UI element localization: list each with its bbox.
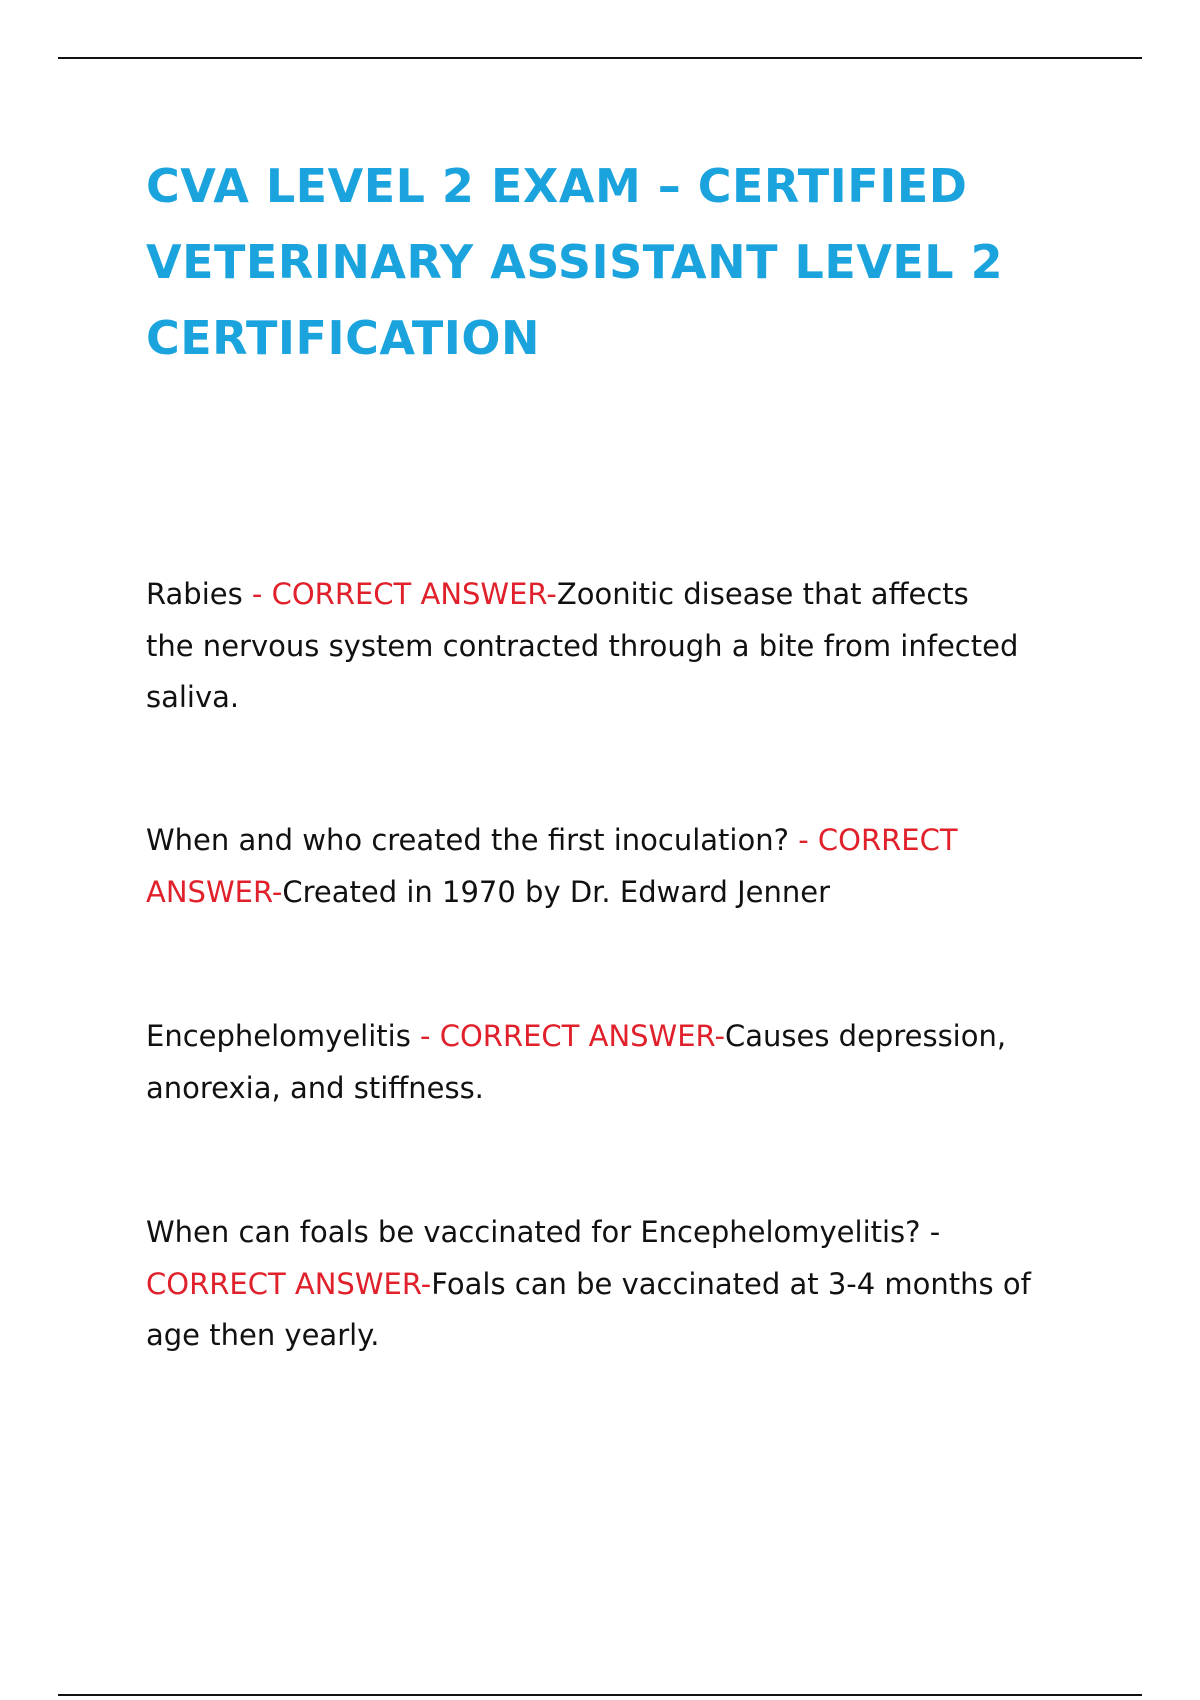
question-text: Rabies bbox=[146, 577, 243, 611]
answer-line: saliva. bbox=[146, 680, 240, 714]
qa-line bbox=[146, 815, 1096, 867]
qa-line bbox=[146, 1259, 1096, 1311]
answer-line: the nervous system contracted through a bite from infected bbox=[146, 628, 1019, 663]
answer-line: age then yearly. bbox=[146, 1318, 380, 1352]
correct-answer-label: - CORRECT bbox=[788, 823, 958, 857]
qa-item-inoculation bbox=[146, 815, 1096, 918]
qa-line bbox=[146, 569, 1096, 621]
qa-item-rabies bbox=[146, 569, 1096, 724]
answer-text: Created in 1970 by Dr. Edward Jenner bbox=[282, 874, 831, 909]
document-title bbox=[146, 148, 1106, 376]
top-rule bbox=[58, 57, 1142, 59]
title-line-3: CERTIFICATION bbox=[146, 311, 540, 365]
question-text: When and who created the first inoculation? bbox=[146, 823, 789, 857]
qa-item-encephelomyelitis bbox=[146, 1011, 1096, 1114]
question-text: Encephelomyelitis bbox=[146, 1019, 411, 1053]
correct-answer-label: CORRECT ANSWER- bbox=[146, 1266, 432, 1301]
bottom-rule bbox=[58, 1694, 1142, 1696]
qa-line bbox=[146, 867, 1096, 919]
answer-text: Causes depression, bbox=[725, 1019, 1007, 1053]
answer-line: anorexia, and stiffness. bbox=[146, 1070, 484, 1105]
title-line-1: CVA LEVEL 2 EXAM – CERTIFIED bbox=[146, 159, 968, 213]
correct-answer-label: ANSWER- bbox=[146, 874, 283, 909]
qa-item-foal-vaccination bbox=[146, 1207, 1096, 1362]
qa-line bbox=[146, 1011, 1096, 1063]
question-text: When can foals be vaccinated for Encephelomyelitis? - bbox=[146, 1215, 941, 1249]
correct-answer-label: - CORRECT ANSWER- bbox=[410, 1019, 725, 1053]
answer-text: Zoonitic disease that affects bbox=[556, 577, 969, 611]
title-line-2: VETERINARY ASSISTANT LEVEL 2 bbox=[146, 235, 1004, 289]
answer-text: Foals can be vaccinated at 3-4 months of bbox=[431, 1266, 1031, 1301]
correct-answer-label: - CORRECT ANSWER- bbox=[242, 577, 557, 611]
